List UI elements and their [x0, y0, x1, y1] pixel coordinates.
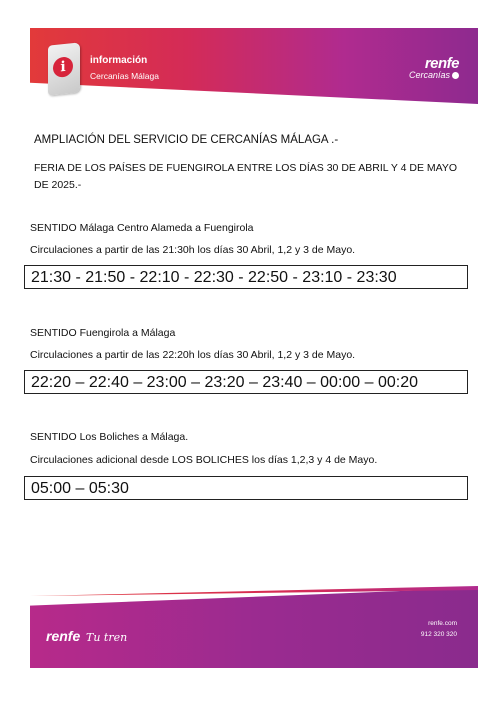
section-label: SENTIDO Málaga Centro Alameda a Fuengirola — [30, 222, 254, 234]
cercanias-logo-icon — [452, 72, 459, 79]
info-icon: i — [53, 56, 73, 78]
renfe-logo: renfe — [424, 55, 459, 72]
info-badge — [48, 42, 80, 95]
section-label: SENTIDO Los Boliches a Málaga. — [30, 431, 189, 443]
section-note: Circulaciones a partir de las 21:30h los días 30 Abril, 1,2 y 3 de Mayo. — [30, 244, 356, 256]
times-box: 21:30 - 21:50 - 22:10 - 22:30 - 22:50 - 23:10 - 23:30 — [24, 265, 468, 289]
header-title: información — [90, 55, 148, 66]
times-box: 22:20 – 22:40 – 23:00 – 23:20 – 23:40 – 00:00 – 00:20 — [24, 370, 468, 394]
footer-renfe-logo: renfe — [46, 628, 81, 644]
header-subtitle: Cercanías Málaga — [90, 71, 159, 81]
times-box: 05:00 – 05:30 — [24, 476, 468, 500]
cercanias-text: Cercanías — [408, 70, 450, 80]
section-note: Circulaciones a partir de las 22:20h los días 30 Abril, 1,2 y 3 de Mayo. — [30, 349, 356, 361]
notice-title: AMPLIACIÓN DEL SERVICIO DE CERCANÍAS MÁLAGA .- — [34, 134, 339, 146]
section-label: SENTIDO Fuengirola a Málaga — [30, 327, 176, 339]
footer-banner — [30, 588, 478, 668]
footer-phone: 912 320 320 — [420, 631, 457, 638]
section-note: Circulaciones adicional desde LOS BOLICHES los días 1,2,3 y 4 de Mayo. — [30, 454, 378, 466]
renfe-cercanias-logo — [409, 55, 459, 80]
footer-slogan: Tu tren — [86, 631, 128, 644]
cercanias-label — [409, 70, 459, 80]
notice-subtitle: FERIA DE LOS PAÍSES DE FUENGIROLA ENTRE LOS DÍAS 30 DE ABRIL Y 4 DE MAYO DE 2025.- — [34, 162, 458, 191]
footer-website: renfe.com — [428, 620, 457, 627]
